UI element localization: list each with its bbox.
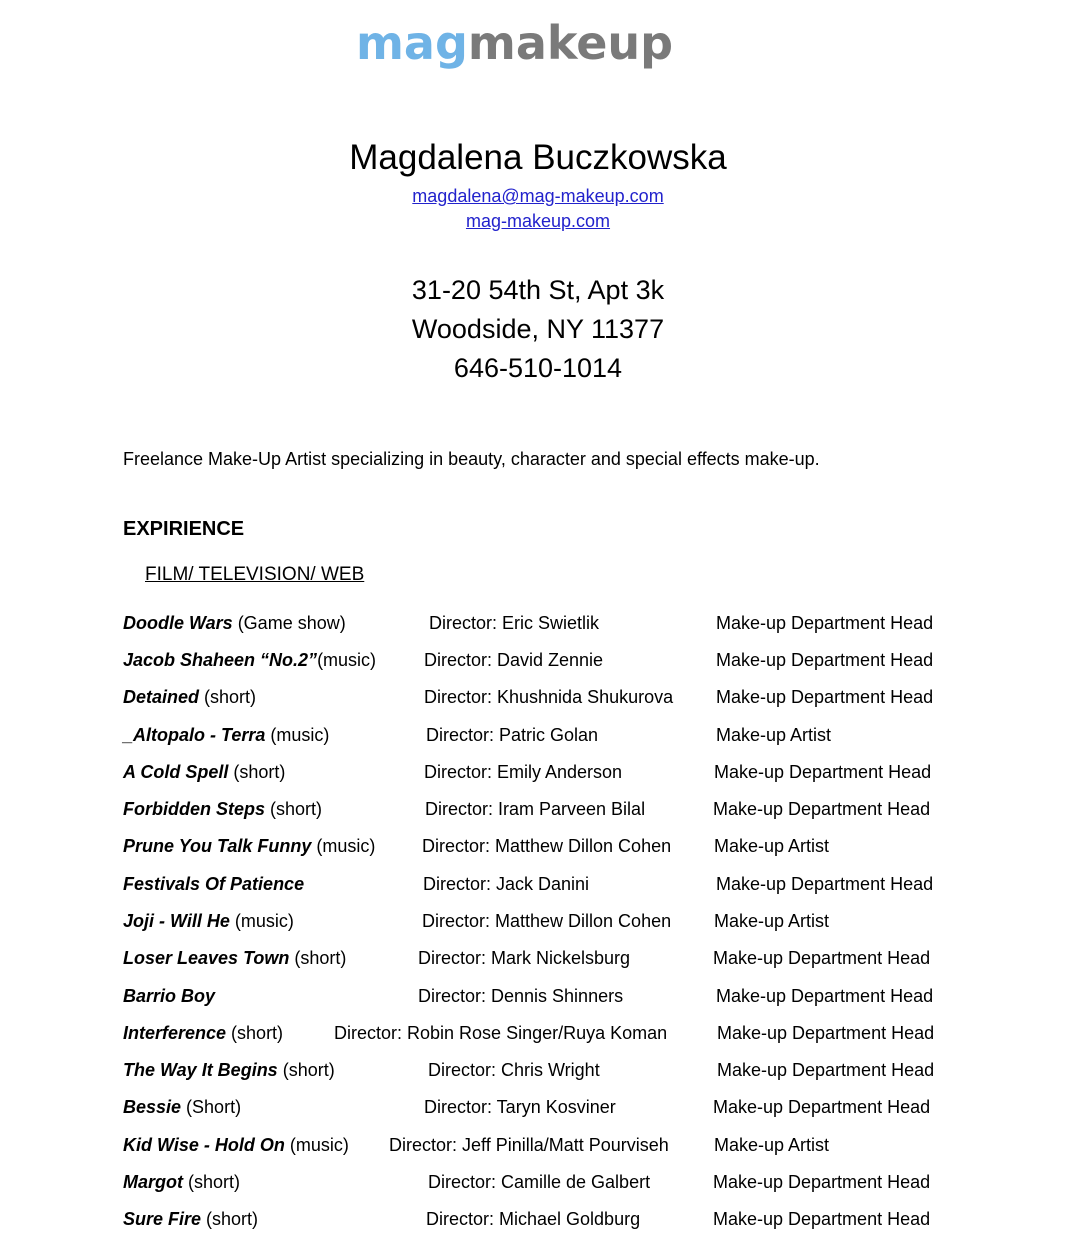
credit-role: Make-up Artist <box>716 725 832 745</box>
resume-name: Magdalena Buczkowska <box>349 138 727 177</box>
credit-director: Director: Jeff Pinilla/Matt Pourviseh <box>389 1135 669 1155</box>
credit-title-name: A Cold Spell <box>123 762 229 782</box>
credit-title-note: (music) <box>229 911 294 931</box>
credit-title <box>123 908 294 934</box>
email-line <box>0 185 1076 207</box>
credit-role: Make-up Department Head <box>716 986 934 1006</box>
section-title: EXPIRIENCE <box>123 518 245 540</box>
credit-title <box>123 759 285 785</box>
credit-title <box>123 945 346 971</box>
credit-director: Director: Jack Danini <box>423 874 590 894</box>
credit-title-note: (music) <box>311 836 376 856</box>
credit-title-note: (short) <box>183 1172 241 1192</box>
credit-role: Make-up Department Head <box>713 1172 931 1192</box>
credit-title <box>123 1132 349 1158</box>
credit-title <box>123 722 329 748</box>
credit-title-name: Festivals Of Patience <box>123 874 305 894</box>
credit-role: Make-up Department Head <box>716 687 934 707</box>
credit-title-note: (short) <box>277 1060 335 1080</box>
credit-title-name: Joji - Will He <box>123 911 230 931</box>
credit-title-name: Forbidden Steps <box>123 799 266 819</box>
credit-title <box>123 796 322 822</box>
credit-title <box>123 610 346 636</box>
credit-row <box>0 871 1081 897</box>
credit-director: Director: Patric Golan <box>426 725 599 745</box>
credit-title-name: Doodle Wars <box>123 613 233 633</box>
credit-role: Make-up Department Head <box>713 1097 931 1117</box>
credit-title-note: (short) <box>265 799 323 819</box>
credit-row <box>0 1020 1081 1046</box>
credit-director: Director: Michael Goldburg <box>426 1209 641 1229</box>
credit-title-name: Interference <box>123 1023 227 1043</box>
credit-title-name: Kid Wise - Hold On <box>123 1135 285 1155</box>
credit-director: Director: Dennis Shinners <box>418 986 624 1006</box>
credit-title-note: (music) <box>317 650 377 670</box>
credit-title <box>123 871 304 897</box>
credit-title <box>123 1169 240 1195</box>
credit-role: Make-up Department Head <box>713 799 931 819</box>
credit-row <box>0 759 1081 785</box>
credit-title-note: (music) <box>265 725 330 745</box>
credit-role: Make-up Department Head <box>713 1209 931 1229</box>
credit-role: Make-up Department Head <box>717 1023 935 1043</box>
credit-row <box>0 610 1081 636</box>
credit-row <box>0 1132 1081 1158</box>
credit-role: Make-up Artist <box>714 836 830 856</box>
credit-role: Make-up Department Head <box>717 1060 935 1080</box>
email-link[interactable]: magdalena@mag-makeup.com <box>412 186 664 206</box>
credit-title <box>123 1057 335 1083</box>
credit-director: Director: Emily Anderson <box>424 762 623 782</box>
credit-director: Director: Robin Rose Singer/Ruya Koman <box>334 1023 668 1043</box>
credit-title-note: (Game show) <box>232 613 346 633</box>
credit-title <box>123 833 375 859</box>
phone-number: 646-510-1014 <box>453 353 623 383</box>
credit-role: Make-up Department Head <box>716 650 934 670</box>
summary-text: Freelance Make-Up Artist specializing in beauty, character and special effects make-up. <box>123 449 820 469</box>
credit-director: Director: Taryn Kosviner <box>424 1097 616 1117</box>
credit-director: Director: Mark Nickelsburg <box>418 948 631 968</box>
credit-row <box>0 722 1081 748</box>
credit-title-name: The Way It Begins <box>123 1060 278 1080</box>
credit-title-name: _Altopalo - Terra <box>123 725 266 745</box>
credit-title-note: (short) <box>226 1023 284 1043</box>
credit-title <box>123 647 376 673</box>
credit-director: Director: Iram Parveen Bilal <box>425 799 646 819</box>
credit-title-name: Loser Leaves Town <box>123 948 290 968</box>
credit-title-note: (Short) <box>181 1097 242 1117</box>
credit-title <box>123 1020 283 1046</box>
credit-director: Director: Eric Swietlik <box>429 613 600 633</box>
credit-row <box>0 908 1081 934</box>
credit-role: Make-up Artist <box>714 911 830 931</box>
credit-director: Director: Khushnida Shukurova <box>424 687 674 707</box>
credit-title <box>123 983 215 1009</box>
credit-title-name: Margot <box>123 1172 183 1192</box>
credit-row <box>0 983 1081 1009</box>
credit-title <box>123 1206 258 1232</box>
subsection-title: FILM/ TELEVISION/ WEB <box>145 564 365 585</box>
credit-title <box>123 1094 241 1120</box>
credit-row <box>0 647 1081 673</box>
credit-title-name: Sure Fire <box>123 1209 202 1229</box>
address-line-1: 31-20 54th St, Apt 3k <box>411 275 665 305</box>
credit-role: Make-up Department Head <box>716 874 934 894</box>
credit-row <box>0 796 1081 822</box>
credit-row <box>0 684 1081 710</box>
credit-title-name: Bessie <box>123 1097 182 1117</box>
credit-row <box>0 1206 1081 1232</box>
credit-director: Director: Matthew Dillon Cohen <box>422 911 672 931</box>
credit-title-note: (short) <box>289 948 347 968</box>
credit-role: Make-up Department Head <box>714 762 932 782</box>
logo-makeup-text: makeup <box>467 16 674 70</box>
credit-row <box>0 945 1081 971</box>
credit-role: Make-up Department Head <box>713 948 931 968</box>
credit-row <box>0 1057 1081 1083</box>
credit-director: Director: David Zennie <box>424 650 604 670</box>
credit-director: Director: Chris Wright <box>428 1060 600 1080</box>
credit-director: Director: Matthew Dillon Cohen <box>422 836 672 856</box>
credit-director: Director: Camille de Galbert <box>428 1172 651 1192</box>
credit-role: Make-up Department Head <box>716 613 934 633</box>
credit-row <box>0 833 1081 859</box>
credit-title-note: (short) <box>228 762 286 782</box>
website-link[interactable]: mag-makeup.com <box>465 211 611 231</box>
credit-title-name: Jacob Shaheen “No.2” <box>123 650 318 670</box>
credit-row <box>0 1094 1081 1120</box>
credit-role: Make-up Artist <box>714 1135 830 1155</box>
credit-title-name: Detained <box>123 687 200 707</box>
credit-title-name: Barrio Boy <box>123 986 216 1006</box>
credit-title-name: Prune You Talk Funny <box>123 836 312 856</box>
credit-row <box>0 1169 1081 1195</box>
credit-title <box>123 684 256 710</box>
credit-title-note: (short) <box>201 1209 259 1229</box>
credit-title-note: (music) <box>284 1135 349 1155</box>
website-line <box>0 210 1076 232</box>
logo-mag-text: mag <box>356 16 468 70</box>
credit-title-note: (short) <box>199 687 257 707</box>
address-line-2: Woodside, NY 11377 <box>411 314 665 344</box>
logo <box>356 16 674 70</box>
